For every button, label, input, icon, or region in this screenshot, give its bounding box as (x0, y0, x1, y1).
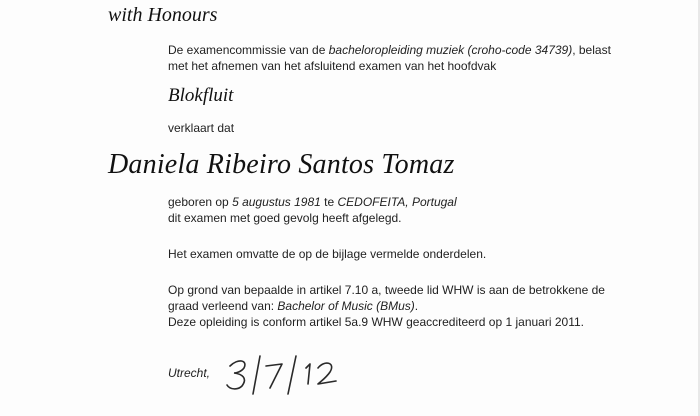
intro-line-2: met het afnemen van het afsluitend examen van het hoofdvak (168, 59, 497, 73)
degree-line-3: Deze opleiding is conform artikel 5a.9 WHW geaccrediteerd op 1 januari 2011. (168, 315, 584, 329)
handwritten-date-icon (220, 348, 350, 396)
birth-line-1: geboren op 5 augustus 1981 te CEDOFEITA, Portugal (168, 195, 457, 209)
birth-paragraph (168, 194, 457, 226)
declares-text: verklaart dat (168, 121, 235, 135)
degree-paragraph (168, 282, 605, 330)
components-text: Het examen omvatte de op de bijlage vermelde onderdelen. (168, 247, 487, 261)
degree-line-2: graad verleend van: Bachelor of Music (BMus). (168, 299, 419, 313)
degree-line-1: Op grond van bepaalde in artikel 7.10 a, tweede lid WHW is aan de betrokkene de (168, 283, 605, 297)
heading-honours: with Honours (108, 4, 218, 26)
intro-line-1: De examencommissie van de bacheloropleiding muziek (croho-code 34739), belast (168, 43, 611, 57)
place-label: Utrecht, (168, 366, 211, 380)
graduate-name: Daniela Ribeiro Santos Tomaz (108, 149, 455, 180)
intro-paragraph (168, 42, 611, 74)
birth-line-2: dit examen met goed gevolg heeft afgelegd. (168, 211, 402, 225)
subject-title: Blokfluit (168, 85, 234, 106)
